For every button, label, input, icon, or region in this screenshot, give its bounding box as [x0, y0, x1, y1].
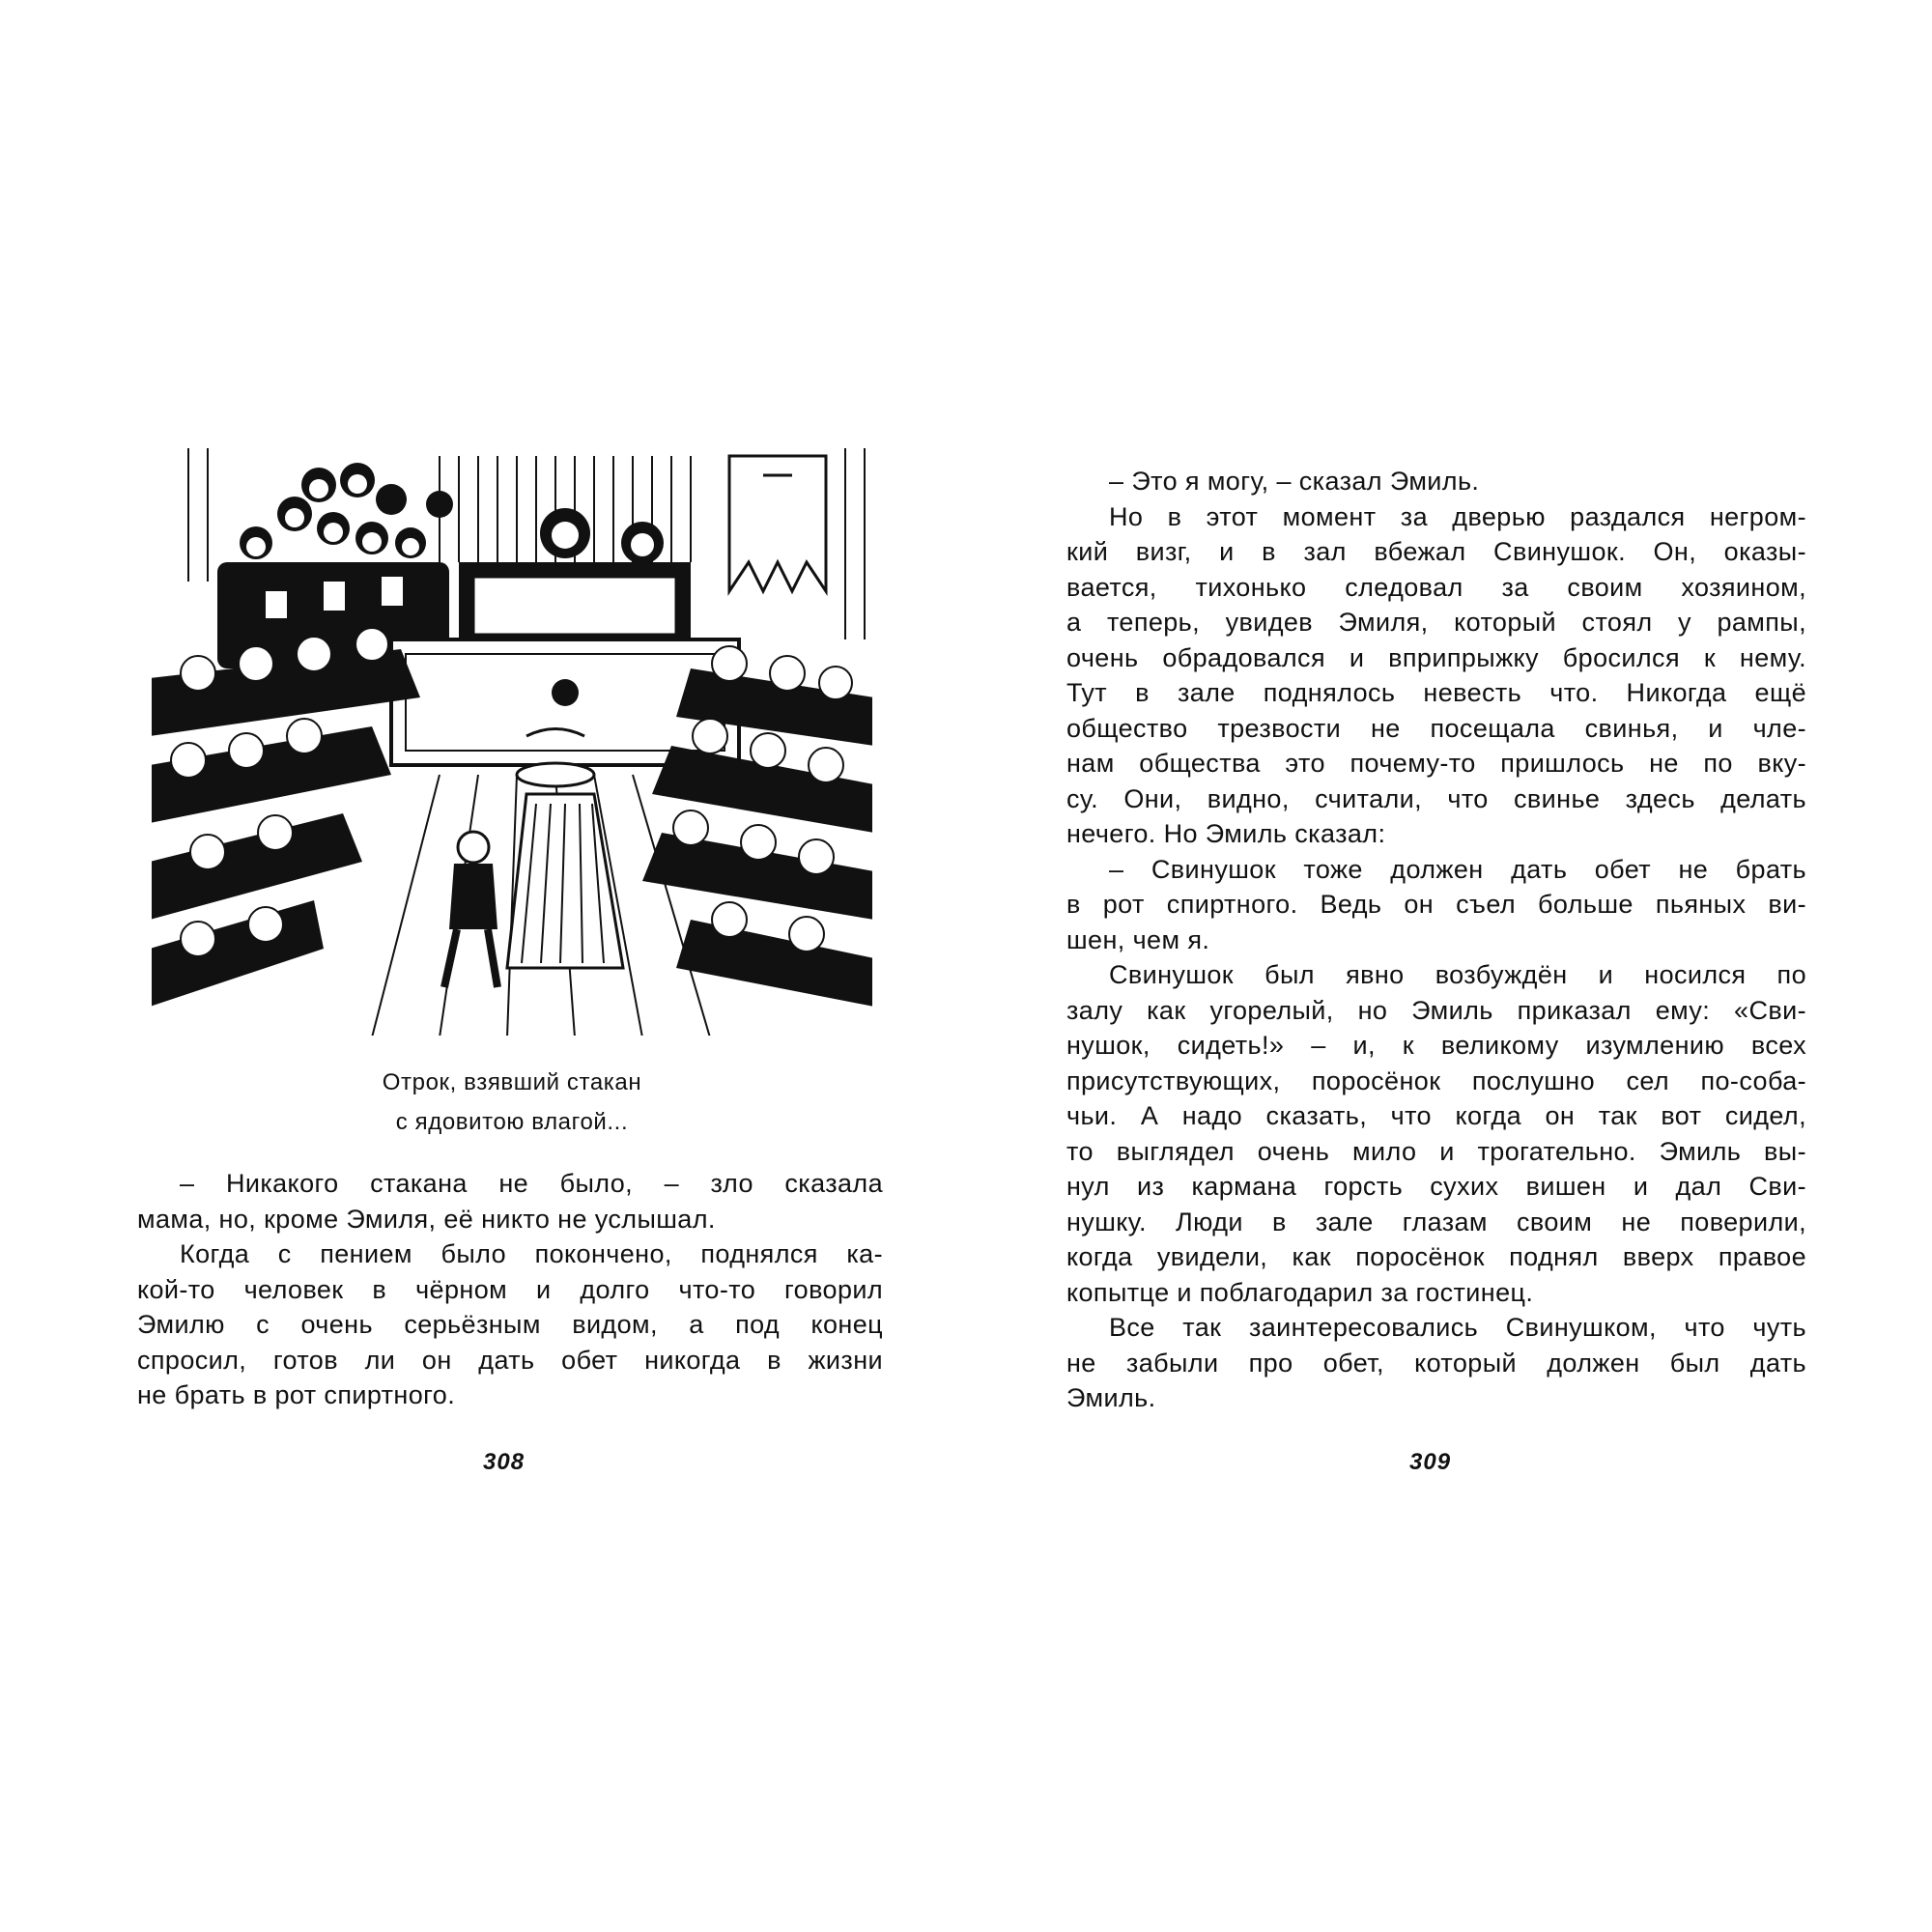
temperance-meeting-illustration — [150, 446, 874, 1037]
text-line: то выглядел очень мило и трогательно. Эмиль вы- — [1066, 1136, 1806, 1166]
text-line: Но в этот момент за дверью раздался негром- — [1109, 501, 1806, 531]
right-page — [966, 0, 1932, 1932]
text-line: кий визг, и в зал вбежал Свинушок. Он, оказы- — [1066, 537, 1806, 566]
illustration-drawing — [150, 446, 874, 1037]
text-line: присутствующих, поросёнок послушно сел по-соба- — [1066, 1065, 1806, 1095]
caption-line: Отрок, взявший стакан — [382, 1069, 642, 1095]
text-line: кой-то человек в чёрном и долго что-то говорил — [137, 1274, 883, 1304]
left-page-body-text — [137, 1166, 883, 1413]
text-line: – Свинушок тоже должен дать обет не брать — [1109, 854, 1806, 884]
text-line: Когда с пением было покончено, поднялся ка- — [180, 1239, 883, 1268]
text-line: чьи. А надо сказать, что когда он так вот сидел, — [1066, 1101, 1806, 1130]
text-line: нушку. Люди в зале глазам своим не поверили, — [1066, 1207, 1806, 1236]
text-line: в рот спиртного. Ведь он съел больше пьяных ви- — [1066, 890, 1806, 919]
text-line: мама, но, кроме Эмиля, её никто не услышал. — [137, 1204, 716, 1234]
caption-line: с ядовитою влагой... — [395, 1109, 629, 1135]
text-line: су. Они, видно, считали, что свинье здесь делать — [1066, 783, 1806, 813]
right-page-body-text — [1066, 464, 1806, 1416]
illustration-caption — [150, 1063, 874, 1142]
text-line: не забыли про обет, который должен был дать — [1066, 1348, 1806, 1378]
text-line: когда увидели, как поросёнок поднял вверх правое — [1066, 1242, 1806, 1271]
text-line: нул из кармана горсть сухих вишен и дал Сви- — [1066, 1172, 1806, 1201]
text-line: нушок, сидеть!» – и, к великому изумлению всех — [1066, 1031, 1806, 1060]
text-line: спросил, готов ли он дать обет никогда в жизни — [137, 1345, 883, 1375]
text-line: – Никакого стакана не было, – зло сказала — [180, 1169, 883, 1198]
text-line: очень обрадовался и вприпрыжку бросился к нему. — [1066, 642, 1806, 672]
text-line: общество трезвости не посещала свинья, и чле- — [1066, 713, 1806, 743]
text-line: Свинушок был явно возбуждён и носился по — [1109, 960, 1806, 989]
text-line: Эмилю с очень серьёзным видом, а под конец — [137, 1310, 883, 1339]
text-line: Тут в зале поднялось невесть что. Никогда ещё — [1066, 678, 1806, 707]
text-line: залу как угорелый, но Эмиль приказал ему: «Сви- — [1066, 995, 1806, 1025]
page-number: 309 — [1409, 1449, 1452, 1475]
text-line: шен, чем я. — [1066, 924, 1210, 954]
text-line: не брать в рот спиртного. — [137, 1380, 456, 1409]
text-line: Эмиль. — [1066, 1383, 1156, 1412]
text-line: вается, тихонько следовал за своим хозяином, — [1066, 572, 1806, 602]
text-line: Все так заинтересовались Свинушком, что чуть — [1109, 1313, 1806, 1342]
text-line: копытце и поблагодарил за гостинец. — [1066, 1277, 1534, 1307]
text-line: нам общества это почему-то пришлось не по вку- — [1066, 749, 1806, 778]
text-line: – Это я могу, – сказал Эмиль. — [1109, 467, 1480, 496]
page-number: 308 — [483, 1449, 526, 1475]
text-line: нечего. Но Эмиль сказал: — [1066, 819, 1386, 848]
text-line: а теперь, увидев Эмиля, который стоял у рампы, — [1066, 608, 1806, 637]
